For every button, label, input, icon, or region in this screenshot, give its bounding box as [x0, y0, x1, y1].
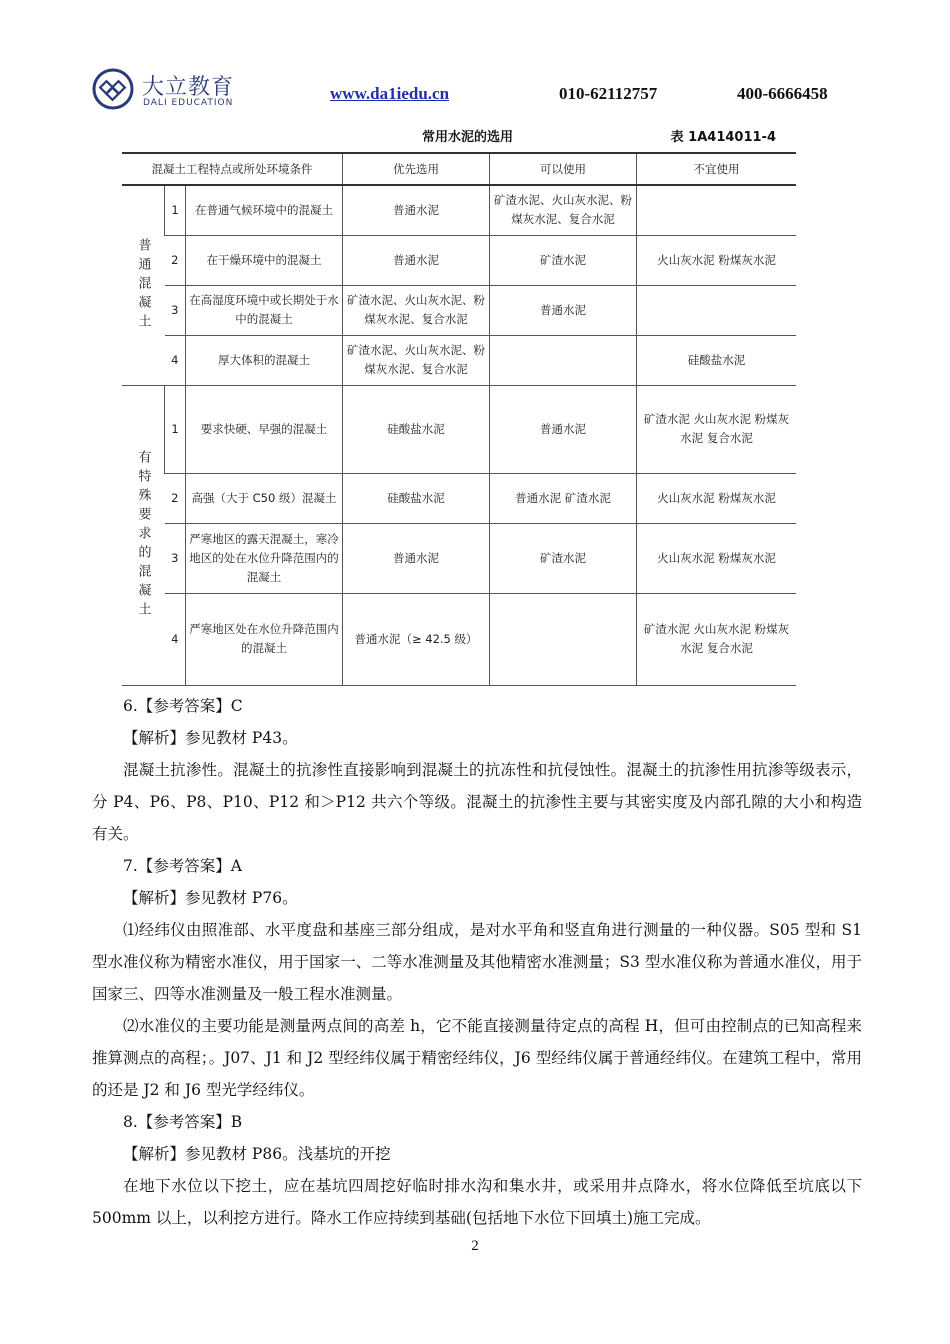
row-condition: 高强（大于 C50 级）混凝土: [186, 473, 343, 523]
row-number: 1: [165, 385, 186, 473]
row-prefer: 矿渣水泥、火山灰水泥、粉煤灰水泥、复合水泥: [343, 285, 490, 335]
row-number: 2: [165, 235, 186, 285]
row-condition: 严寒地区的露天混凝土，寒冷地区的处在水位升降范围内的混凝土: [186, 523, 343, 593]
row-can: 矿渣水泥: [490, 235, 637, 285]
row-number: 3: [165, 523, 186, 593]
row-prefer: 普通水泥: [343, 185, 490, 235]
row-prefer: 硅酸盐水泥: [343, 473, 490, 523]
row-condition: 要求快硬、早强的混凝土: [186, 385, 343, 473]
row-number: 4: [165, 593, 186, 685]
table-row: [122, 185, 796, 235]
row-condition: 在干燥环境中的混凝土: [186, 235, 343, 285]
answer-7-reference: 【解析】参见教材 P76。: [123, 889, 298, 907]
row-can: [490, 335, 637, 385]
header-prefer: 优先选用: [343, 153, 490, 185]
answer-7-heading: 7.【参考答案】A: [123, 857, 242, 875]
answer-6-explanation: 混凝土抗渗性。混凝土的抗渗性直接影响到混凝土的抗冻性和抗侵蚀性。混凝土的抗渗性用抗渗等级表示，分 P4、P6、P8、P10、P12 和＞P12 共六个等级。混凝土的抗渗性主要与其密实度及内部孔隙的大小和构造有关。: [92, 761, 862, 843]
website-link[interactable]: www.da1iedu.cn: [330, 84, 450, 103]
row-condition: 在高湿度环境中或长期处于水中的混凝土: [186, 285, 343, 335]
table-row: [122, 335, 796, 385]
table-number: 表 1A414011-4: [670, 130, 776, 145]
row-avoid: 火山灰水泥 粉煤灰水泥: [637, 473, 797, 523]
answer-7-explanation-2: ⑵水准仪的主要功能是测量两点间的高差 h，它不能直接测量待定点的高程 H，但可由控制点的已知高程来推算测点的高程；。J07、J1 和 J2 型经纬仪属于精密经纬仪，J6 型经纬仪属于普通经纬仪。在建筑工程中，常用的还是 J2 和 J6 型光学经纬仪。: [92, 1017, 862, 1099]
table-row: [122, 473, 796, 523]
brand-name-cn: 大立教育: [142, 75, 235, 100]
answer-8-reference: 【解析】参见教材 P86。浅基坑的开挖: [123, 1145, 391, 1163]
row-condition: 在普通气候环境中的混凝土: [186, 185, 343, 235]
cement-selection-table: [122, 152, 796, 686]
group-label-ordinary: 普通混凝土: [122, 185, 165, 385]
row-prefer: 硅酸盐水泥: [343, 385, 490, 473]
answer-explanations: [92, 690, 862, 1234]
row-prefer: 普通水泥（≥ 42.5 级）: [343, 593, 490, 685]
table-row: [122, 523, 796, 593]
table-row: [122, 593, 796, 685]
row-can: 普通水泥: [490, 285, 637, 335]
table-row: [122, 285, 796, 335]
row-avoid: 火山灰水泥 粉煤灰水泥: [637, 235, 797, 285]
row-condition: 厚大体积的混凝土: [186, 335, 343, 385]
phone-number-1: 010-62112757: [559, 84, 658, 103]
table-row: [122, 385, 796, 473]
header-condition: 混凝土工程特点或所处环境条件: [122, 153, 343, 185]
table-row: [122, 235, 796, 285]
row-avoid: [637, 185, 797, 235]
dali-logo-icon: [92, 68, 134, 110]
row-number: 4: [165, 335, 186, 385]
row-avoid: 火山灰水泥 粉煤灰水泥: [637, 523, 797, 593]
answer-8-heading: 8.【参考答案】B: [123, 1113, 243, 1131]
row-can: 矿渣水泥、火山灰水泥、粉煤灰水泥、复合水泥: [490, 185, 637, 235]
brand-name-en: DALI EDUCATION: [143, 98, 234, 108]
row-number: 3: [165, 285, 186, 335]
header-avoid: 不宜使用: [637, 153, 797, 185]
row-avoid: 矿渣水泥 火山灰水泥 粉煤灰水泥 复合水泥: [637, 593, 797, 685]
answer-6-heading: 6.【参考答案】C: [123, 697, 243, 715]
header-can: 可以使用: [490, 153, 637, 185]
row-number: 1: [165, 185, 186, 235]
row-avoid: 硅酸盐水泥: [637, 335, 797, 385]
answer-8-explanation: 在地下水位以下挖土，应在基坑四周挖好临时排水沟和集水井，或采用井点降水，将水位降低至坑底以下 500mm 以上，以利挖方进行。降水工作应持续到基础(包括地下水位下回填土)施工完成。: [92, 1177, 862, 1227]
row-number: 2: [165, 473, 186, 523]
answer-7-explanation-1: ⑴经纬仪由照准部、水平度盘和基座三部分组成，是对水平角和竖直角进行测量的一种仪器。S05 型和 S1 型水准仪称为精密水准仪，用于国家一、二等水准测量及其他精密水准测量；S3 型水准仪称为普通水准仪，用于国家三、四等水准测量及一般工程水准测量。: [92, 921, 862, 1003]
row-prefer: 普通水泥: [343, 523, 490, 593]
page-number: 2: [471, 1238, 479, 1254]
row-can: 普通水泥: [490, 385, 637, 473]
row-prefer: 矿渣水泥、火山灰水泥、粉煤灰水泥、复合水泥: [343, 335, 490, 385]
answer-6-reference: 【解析】参见教材 P43。: [123, 729, 298, 747]
row-can: 普通水泥 矿渣水泥: [490, 473, 637, 523]
row-condition: 严寒地区处在水位升降范围内的混凝土: [186, 593, 343, 685]
page-header: [92, 68, 852, 112]
table-title: 常用水泥的选用: [422, 130, 514, 145]
group-label-special: 有特殊要求的混凝土: [122, 385, 165, 685]
cement-selection-table-figure: [122, 122, 796, 688]
row-can: 矿渣水泥: [490, 523, 637, 593]
phone-number-2: 400-6666458: [737, 84, 828, 103]
table-header-row: [122, 153, 796, 185]
row-avoid: 矿渣水泥 火山灰水泥 粉煤灰水泥 复合水泥: [637, 385, 797, 473]
row-avoid: [637, 285, 797, 335]
row-prefer: 普通水泥: [343, 235, 490, 285]
row-can: [490, 593, 637, 685]
